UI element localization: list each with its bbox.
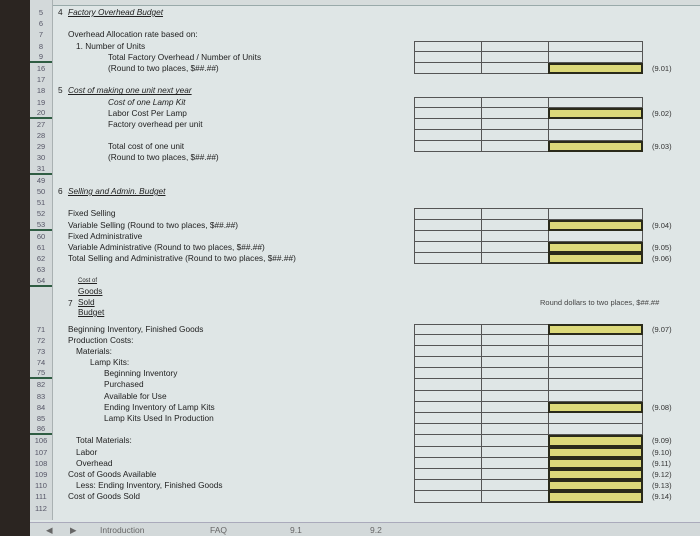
row-number[interactable]: 107 bbox=[34, 447, 48, 457]
section-title: Factory Overhead Budget bbox=[68, 7, 164, 17]
grid-cell[interactable] bbox=[414, 208, 482, 219]
input-grid bbox=[415, 402, 643, 413]
answer-cell[interactable] bbox=[548, 220, 643, 231]
next-sheet-icon[interactable]: ▶ bbox=[70, 525, 77, 535]
row-number[interactable]: 71 bbox=[36, 324, 46, 334]
row-label: Variable Administrative (Round to two places, $##.##) bbox=[68, 241, 265, 252]
row-number[interactable]: 106 bbox=[34, 436, 48, 446]
sheet-row-53[interactable] bbox=[30, 220, 700, 231]
row-number[interactable]: 50 bbox=[36, 187, 46, 196]
row-label: Cost of Goods Available bbox=[68, 468, 157, 479]
input-grid bbox=[415, 52, 643, 63]
sheet-row-73[interactable] bbox=[30, 346, 700, 357]
grid-cell[interactable] bbox=[414, 141, 482, 152]
row-number[interactable]: 29 bbox=[36, 142, 46, 152]
grid-cell[interactable] bbox=[481, 346, 549, 357]
grid-cell[interactable] bbox=[414, 368, 482, 379]
grid-cell[interactable] bbox=[414, 480, 482, 491]
sheet-row-16[interactable] bbox=[30, 63, 700, 74]
column-header-strip bbox=[30, 0, 700, 6]
row-number[interactable]: 86 bbox=[30, 424, 52, 435]
sheet-row-106[interactable] bbox=[30, 435, 700, 446]
row-number[interactable]: 31 bbox=[30, 164, 52, 175]
row-label: Beginning Inventory, Finished Goods bbox=[68, 323, 204, 334]
row-number[interactable]: 83 bbox=[36, 391, 46, 401]
grid-cell[interactable] bbox=[548, 413, 643, 424]
row-number[interactable]: 72 bbox=[36, 335, 46, 345]
grid-cell[interactable] bbox=[481, 413, 549, 424]
row-number[interactable]: 61 bbox=[36, 242, 46, 252]
grid-cell[interactable] bbox=[414, 130, 482, 141]
sheet-rows bbox=[30, 7, 700, 514]
section-number: 7 bbox=[68, 297, 73, 308]
grid-cell[interactable] bbox=[481, 63, 549, 74]
sheet-row-63[interactable] bbox=[30, 264, 700, 275]
row-label: Labor Cost Per Lamp bbox=[108, 107, 187, 118]
row-label: Lamp Kits: bbox=[90, 357, 130, 368]
grid-cell[interactable] bbox=[548, 379, 643, 390]
row-label: 1. Number of Units bbox=[76, 40, 146, 51]
input-grid bbox=[415, 480, 643, 491]
row-label: Purchased bbox=[104, 379, 144, 390]
answer-cell[interactable] bbox=[548, 491, 643, 502]
answer-code-label: (9.10) bbox=[652, 447, 672, 457]
grid-cell[interactable] bbox=[414, 413, 482, 424]
input-grid bbox=[415, 491, 643, 502]
grid-cell[interactable] bbox=[481, 335, 549, 346]
grid-cell[interactable] bbox=[414, 108, 482, 119]
grid-cell[interactable] bbox=[481, 435, 549, 446]
answer-code-label: (9.08) bbox=[652, 402, 672, 412]
row-label: Overhead Allocation rate based on: bbox=[68, 29, 198, 40]
grid-cell[interactable] bbox=[481, 447, 549, 458]
answer-code-label: (9.11) bbox=[652, 458, 672, 468]
row-label: Ending Inventory of Lamp Kits bbox=[104, 401, 215, 412]
grid-cell[interactable] bbox=[414, 63, 482, 74]
sheet-row-64[interactable] bbox=[30, 276, 700, 324]
row-number[interactable]: 9 bbox=[30, 52, 52, 63]
spreadsheet bbox=[30, 0, 700, 536]
grid-cell[interactable] bbox=[414, 346, 482, 357]
section-title: Selling and Admin. Budget bbox=[68, 186, 166, 196]
input-grid bbox=[415, 253, 643, 264]
sheet-row-61[interactable] bbox=[30, 242, 700, 253]
grid-cell[interactable] bbox=[481, 242, 549, 253]
section-title bbox=[78, 276, 104, 318]
rounding-note: Round dollars to two places, $##.## bbox=[540, 297, 660, 307]
tab-9-1[interactable]: 9.1 bbox=[290, 525, 302, 535]
input-grid bbox=[415, 231, 643, 242]
answer-cell[interactable] bbox=[548, 63, 643, 74]
sheet-row-82[interactable] bbox=[30, 379, 700, 390]
grid-cell[interactable] bbox=[414, 379, 482, 390]
row-label: Cost of one Lamp Kit bbox=[108, 96, 186, 107]
grid-cell[interactable] bbox=[414, 220, 482, 231]
row-number[interactable]: 51 bbox=[36, 198, 46, 208]
answer-cell[interactable] bbox=[548, 242, 643, 253]
sheet-row-75[interactable] bbox=[30, 368, 700, 379]
row-label: Cost of Goods Sold bbox=[68, 491, 140, 502]
sheet-row-62[interactable] bbox=[30, 253, 700, 264]
sheet-row-108[interactable] bbox=[30, 458, 700, 469]
sheet-row-110[interactable] bbox=[30, 480, 700, 491]
row-number[interactable]: 111 bbox=[35, 492, 47, 502]
input-grid bbox=[415, 119, 643, 130]
row-number[interactable]: 82 bbox=[36, 380, 46, 390]
row-number[interactable]: 16 bbox=[36, 63, 46, 73]
grid-cell[interactable] bbox=[414, 491, 482, 502]
grid-cell[interactable] bbox=[481, 402, 549, 413]
grid-cell[interactable] bbox=[414, 119, 482, 130]
grid-cell[interactable] bbox=[481, 208, 549, 219]
sheet-row-18[interactable] bbox=[30, 85, 700, 96]
grid-cell[interactable] bbox=[414, 402, 482, 413]
answer-cell[interactable] bbox=[548, 458, 643, 469]
grid-cell[interactable] bbox=[548, 231, 643, 242]
section-title: Cost of making one unit next year bbox=[68, 85, 192, 96]
grid-cell[interactable] bbox=[481, 253, 549, 264]
grid-cell[interactable] bbox=[481, 97, 549, 108]
section-number: 6 bbox=[58, 186, 63, 196]
sheet-row-52[interactable] bbox=[30, 208, 700, 219]
sheet-row-111[interactable] bbox=[30, 491, 700, 502]
grid-cell[interactable] bbox=[414, 41, 482, 52]
input-grid bbox=[415, 469, 643, 480]
input-grid bbox=[415, 447, 643, 458]
answer-code-label: (9.12) bbox=[652, 469, 672, 479]
grid-cell[interactable] bbox=[481, 469, 549, 480]
answer-cell[interactable] bbox=[548, 469, 643, 480]
answer-code-label: (9.05) bbox=[652, 242, 672, 252]
row-label: Total Factory Overhead / Number of Units bbox=[108, 51, 262, 62]
answer-code-label: (9.01) bbox=[652, 63, 672, 73]
answer-code-label: (9.13) bbox=[652, 481, 672, 491]
grid-cell[interactable] bbox=[548, 41, 643, 52]
sheet-row-28[interactable] bbox=[30, 130, 700, 141]
grid-cell[interactable] bbox=[414, 435, 482, 446]
sheet-row-72[interactable] bbox=[30, 335, 700, 346]
grid-cell[interactable] bbox=[481, 480, 549, 491]
grid-cell[interactable] bbox=[548, 346, 643, 357]
row-label: (Round to two places, $##.##) bbox=[108, 62, 219, 73]
row-number[interactable]: 112 bbox=[35, 503, 47, 513]
input-grid bbox=[415, 141, 643, 152]
row-number[interactable]: 60 bbox=[36, 231, 46, 241]
section-title-line: Sold bbox=[78, 296, 95, 307]
sheet-row-9[interactable] bbox=[30, 52, 700, 63]
sheet-row-85[interactable] bbox=[30, 413, 700, 424]
answer-cell[interactable] bbox=[548, 108, 643, 119]
sheet-row-6[interactable] bbox=[30, 18, 700, 29]
row-number[interactable]: 18 bbox=[36, 86, 46, 96]
input-grid bbox=[415, 335, 643, 346]
grid-cell[interactable] bbox=[481, 379, 549, 390]
tab-9-2[interactable]: 9.2 bbox=[370, 525, 382, 535]
row-number[interactable]: 8 bbox=[38, 41, 44, 51]
row-number[interactable]: 30 bbox=[36, 153, 46, 163]
input-grid bbox=[415, 324, 643, 335]
row-label: Variable Selling (Round to two places, $##.##) bbox=[68, 219, 239, 230]
grid-cell[interactable] bbox=[481, 491, 549, 502]
row-number[interactable]: 64 bbox=[30, 276, 52, 287]
row-label: Less: Ending Inventory, Finished Goods bbox=[76, 480, 223, 491]
answer-cell[interactable] bbox=[548, 253, 643, 264]
row-number[interactable]: 17 bbox=[36, 75, 46, 85]
input-grid bbox=[415, 220, 643, 231]
row-label: Overhead bbox=[76, 457, 113, 468]
row-label: Labor bbox=[76, 446, 98, 457]
section-title-line: Goods bbox=[78, 286, 103, 296]
row-number[interactable]: 28 bbox=[36, 131, 46, 141]
grid-cell[interactable] bbox=[414, 424, 482, 435]
sheet-row-29[interactable] bbox=[30, 141, 700, 152]
row-number[interactable]: 63 bbox=[36, 265, 46, 275]
row-label: Total Materials: bbox=[76, 435, 132, 446]
sheet-row-74[interactable] bbox=[30, 357, 700, 368]
grid-cell[interactable] bbox=[481, 231, 549, 242]
row-number[interactable]: 85 bbox=[36, 414, 46, 423]
grid-cell[interactable] bbox=[481, 424, 549, 435]
grid-cell[interactable] bbox=[481, 357, 549, 368]
sheet-row-109[interactable] bbox=[30, 469, 700, 480]
grid-cell[interactable] bbox=[481, 130, 549, 141]
sheet-row-20[interactable] bbox=[30, 108, 700, 119]
row-label: Factory overhead per unit bbox=[108, 118, 203, 129]
sheet-row-49[interactable] bbox=[30, 175, 700, 186]
sheet-tabs-bar bbox=[30, 522, 700, 536]
grid-cell[interactable] bbox=[481, 220, 549, 231]
input-grid bbox=[415, 130, 643, 141]
answer-cell[interactable] bbox=[548, 435, 643, 446]
grid-cell[interactable] bbox=[481, 391, 549, 402]
grid-cell[interactable] bbox=[481, 458, 549, 469]
grid-cell[interactable] bbox=[414, 97, 482, 108]
row-number[interactable]: 20 bbox=[30, 108, 52, 119]
sheet-row-83[interactable] bbox=[30, 391, 700, 402]
answer-code-label: (9.04) bbox=[652, 220, 672, 230]
prev-sheet-icon[interactable]: ◀ bbox=[46, 525, 53, 535]
sheet-row-19[interactable] bbox=[30, 97, 700, 108]
row-label: Total Selling and Administrative (Round to two places, $##.##) bbox=[68, 253, 296, 264]
grid-cell[interactable] bbox=[481, 141, 549, 152]
input-grid bbox=[415, 108, 643, 119]
grid-cell[interactable] bbox=[414, 357, 482, 368]
row-label: Production Costs: bbox=[68, 334, 134, 345]
grid-cell[interactable] bbox=[548, 52, 643, 63]
input-grid bbox=[415, 379, 643, 390]
sheet-row-8[interactable] bbox=[30, 41, 700, 52]
row-label: Total cost of one unit bbox=[108, 141, 185, 152]
row-number[interactable]: 84 bbox=[36, 402, 46, 412]
row-number[interactable]: 109 bbox=[34, 469, 48, 479]
answer-cell[interactable] bbox=[548, 447, 643, 458]
input-grid bbox=[415, 208, 643, 219]
answer-cell[interactable] bbox=[548, 402, 643, 413]
tab-introduction[interactable]: Introduction bbox=[100, 525, 145, 535]
grid-cell[interactable] bbox=[414, 391, 482, 402]
answer-code-label: (9.14) bbox=[652, 492, 672, 502]
row-label: Fixed Selling bbox=[68, 208, 116, 219]
row-number[interactable]: 108 bbox=[34, 458, 48, 468]
row-number[interactable]: 73 bbox=[36, 346, 46, 356]
row-number[interactable]: 53 bbox=[30, 220, 52, 231]
sheet-row-7[interactable] bbox=[30, 29, 700, 40]
answer-cell[interactable] bbox=[548, 480, 643, 491]
grid-cell[interactable] bbox=[414, 242, 482, 253]
sheet-row-50[interactable] bbox=[30, 186, 700, 197]
row-number[interactable]: 74 bbox=[36, 358, 46, 368]
grid-cell[interactable] bbox=[548, 130, 643, 141]
sheet-row-112[interactable] bbox=[30, 503, 700, 514]
sheet-row-30[interactable] bbox=[30, 152, 700, 163]
sheet-row-71[interactable] bbox=[30, 324, 700, 335]
grid-cell[interactable] bbox=[481, 324, 549, 335]
row-label: Available for Use bbox=[104, 390, 167, 401]
row-number[interactable]: 62 bbox=[36, 254, 46, 264]
answer-cell[interactable] bbox=[548, 141, 643, 152]
sheet-row-51[interactable] bbox=[30, 197, 700, 208]
grid-cell[interactable] bbox=[481, 108, 549, 119]
grid-cell[interactable] bbox=[414, 52, 482, 63]
row-number[interactable]: 19 bbox=[36, 97, 46, 107]
grid-cell[interactable] bbox=[481, 41, 549, 52]
input-grid bbox=[415, 63, 643, 74]
grid-cell[interactable] bbox=[414, 231, 482, 242]
sheet-row-27[interactable] bbox=[30, 119, 700, 130]
input-grid bbox=[415, 458, 643, 469]
row-number[interactable]: 52 bbox=[36, 209, 46, 219]
input-grid bbox=[415, 368, 643, 379]
grid-cell[interactable] bbox=[414, 447, 482, 458]
row-number[interactable]: 7 bbox=[38, 30, 44, 40]
answer-cell[interactable] bbox=[548, 324, 643, 335]
input-grid bbox=[415, 435, 643, 446]
section-title-line: Cost of bbox=[78, 277, 98, 284]
grid-cell[interactable] bbox=[548, 335, 643, 346]
grid-cell[interactable] bbox=[548, 391, 643, 402]
tab-faq[interactable]: FAQ bbox=[210, 525, 228, 535]
row-number[interactable]: 27 bbox=[36, 119, 46, 129]
sheet-row-86[interactable] bbox=[30, 424, 700, 435]
row-number[interactable]: 5 bbox=[38, 8, 44, 17]
sheet-row-31[interactable] bbox=[30, 164, 700, 175]
row-label: Fixed Administrative bbox=[68, 230, 143, 241]
section-title-line: Budget bbox=[78, 307, 105, 317]
grid-cell[interactable] bbox=[548, 97, 643, 108]
row-label: Lamp Kits Used In Production bbox=[104, 413, 214, 423]
sheet-row-84[interactable] bbox=[30, 402, 700, 413]
input-grid bbox=[415, 242, 643, 253]
answer-code-label: (9.07) bbox=[652, 324, 672, 334]
grid-cell[interactable] bbox=[481, 368, 549, 379]
input-grid bbox=[415, 346, 643, 357]
row-number[interactable]: 6 bbox=[38, 19, 44, 29]
row-number[interactable]: 75 bbox=[30, 368, 52, 379]
grid-cell[interactable] bbox=[548, 424, 643, 435]
grid-cell[interactable] bbox=[548, 357, 643, 368]
grid-cell[interactable] bbox=[414, 335, 482, 346]
answer-code-label: (9.02) bbox=[652, 108, 672, 118]
answer-code-label: (9.09) bbox=[652, 436, 672, 446]
row-number[interactable]: 49 bbox=[36, 175, 46, 185]
input-grid bbox=[415, 41, 643, 52]
row-label: (Round to two places, $##.##) bbox=[108, 152, 219, 163]
input-grid bbox=[415, 357, 643, 368]
grid-cell[interactable] bbox=[414, 324, 482, 335]
row-label: Beginning Inventory bbox=[104, 368, 178, 379]
section-number: 4 bbox=[58, 7, 63, 17]
answer-code-label: (9.06) bbox=[652, 254, 672, 264]
answer-code-label: (9.03) bbox=[652, 142, 672, 152]
input-grid bbox=[415, 97, 643, 108]
input-grid bbox=[415, 391, 643, 402]
input-grid bbox=[415, 413, 643, 424]
row-number[interactable]: 110 bbox=[35, 481, 47, 491]
grid-cell[interactable] bbox=[414, 469, 482, 480]
sheet-row-60[interactable] bbox=[30, 231, 700, 242]
input-grid bbox=[415, 424, 643, 435]
section-number: 5 bbox=[58, 85, 63, 96]
grid-cell[interactable] bbox=[481, 119, 549, 130]
grid-cell[interactable] bbox=[414, 253, 482, 264]
sheet-row-17[interactable] bbox=[30, 74, 700, 85]
grid-cell[interactable] bbox=[548, 119, 643, 130]
sheet-row-5[interactable] bbox=[30, 7, 700, 18]
grid-cell[interactable] bbox=[481, 52, 549, 63]
row-label: Materials: bbox=[76, 345, 112, 356]
grid-cell[interactable] bbox=[548, 368, 643, 379]
sheet-row-107[interactable] bbox=[30, 447, 700, 458]
grid-cell[interactable] bbox=[414, 458, 482, 469]
grid-cell[interactable] bbox=[548, 208, 643, 219]
